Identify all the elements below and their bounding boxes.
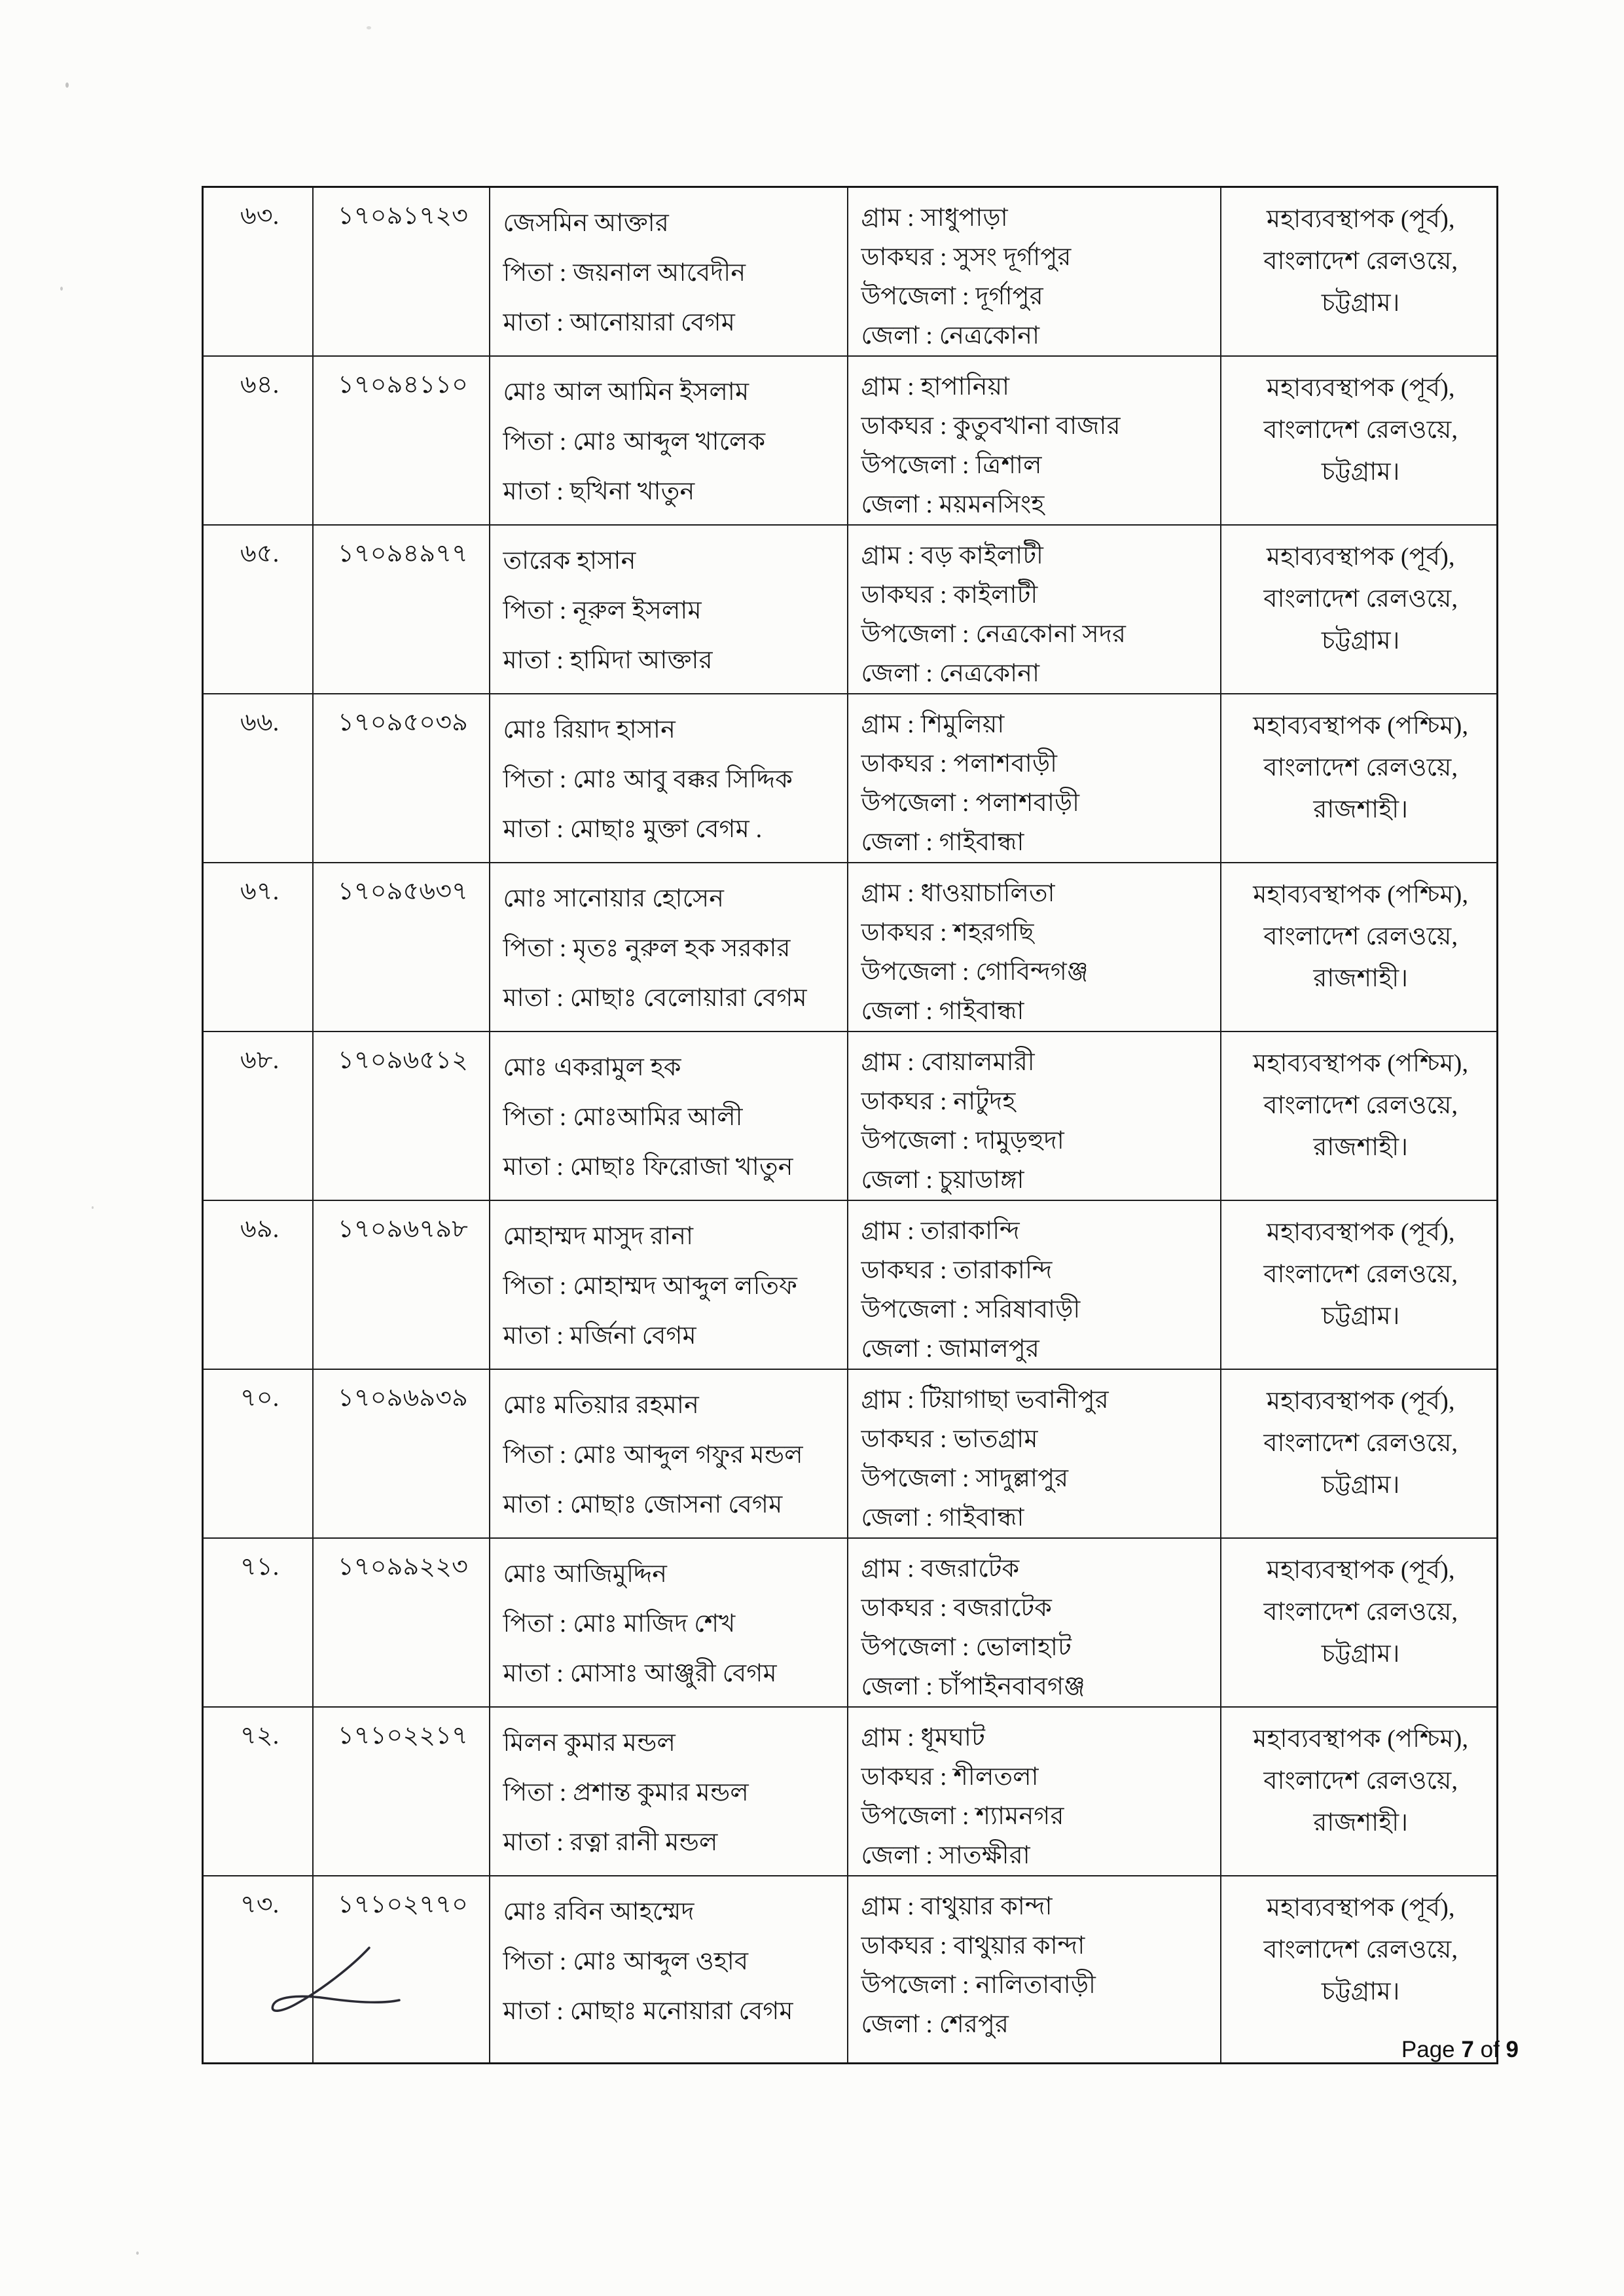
name-cell bbox=[490, 356, 848, 525]
father-name: পিতা : মোহাম্মদ আব্দুল লতিফ bbox=[503, 1272, 798, 1300]
roll-cell bbox=[313, 356, 490, 525]
serial-number: ৬৪. bbox=[240, 371, 280, 399]
roll-number: ১৭০৯৬৫১২ bbox=[337, 1047, 469, 1074]
father-name: পিতা : মোঃ আবু বক্কর সিদ্দিক bbox=[503, 766, 793, 793]
village-line: গ্রাম : হাপানিয়া bbox=[861, 373, 1010, 401]
posting-office-line: মহাব্যবস্থাপক (পূর্ব), bbox=[1266, 1388, 1455, 1415]
table-row bbox=[203, 356, 1498, 525]
mother-name: মাতা : হামিদা আক্তার bbox=[503, 647, 713, 674]
posting-cell bbox=[1221, 525, 1498, 694]
posting-railway-line: বাংলাদেশ রেলওয়ে, bbox=[1263, 1261, 1458, 1288]
address-cell bbox=[848, 1369, 1221, 1538]
village-line: গ্রাম : তারাকান্দি bbox=[861, 1217, 1020, 1245]
father-name: পিতা : মোঃ আব্দুল ওহাব bbox=[503, 1948, 749, 1975]
posting-cell bbox=[1221, 1707, 1498, 1876]
posting-city-line: রাজশাহী। bbox=[1313, 796, 1409, 823]
village-line: গ্রাম : বড় কাইলাটী bbox=[861, 542, 1044, 569]
posting-cell bbox=[1221, 1031, 1498, 1200]
posting-office-line: মহাব্যবস্থাপক (পশ্চিম), bbox=[1253, 881, 1469, 908]
upazila-line: উপজেলা : সাদুল্লাপুর bbox=[861, 1465, 1069, 1492]
candidate-name: জেসমিন আক্তার bbox=[503, 209, 669, 237]
posting-cell bbox=[1221, 1369, 1498, 1538]
district-line: জেলা : গাইবান্ধা bbox=[861, 1504, 1024, 1532]
upazila-line: উপজেলা : ত্রিশাল bbox=[861, 452, 1042, 479]
serial-number: ৬৮. bbox=[240, 1047, 280, 1074]
village-line: গ্রাম : বজরাটেক bbox=[861, 1555, 1020, 1583]
father-name: পিতা : প্রশান্ত কুমার মন্ডল bbox=[503, 1779, 749, 1806]
father-name: পিতা : মৃতঃ নুরুল হক সরকার bbox=[503, 935, 791, 962]
candidate-name: মোঃ একরামুল হক bbox=[503, 1054, 681, 1081]
candidate-name: মোঃ রবিন আহম্মেদ bbox=[503, 1898, 695, 1926]
serial-number: ৭২. bbox=[240, 1722, 280, 1749]
roll-cell bbox=[313, 863, 490, 1031]
posting-cell bbox=[1221, 863, 1498, 1031]
mother-name: মাতা : রত্না রানী মন্ডল bbox=[503, 1829, 718, 1856]
post-office-line: ডাকঘর : শহরগছি bbox=[861, 919, 1034, 946]
upazila-line: উপজেলা : ভোলাহাট bbox=[861, 1634, 1072, 1661]
address-cell bbox=[848, 525, 1221, 694]
district-line: জেলা : গাইবান্ধা bbox=[861, 997, 1024, 1025]
posting-city-line: রাজশাহী। bbox=[1313, 1809, 1409, 1837]
posting-cell bbox=[1221, 1538, 1498, 1707]
serial-number: ৬৩. bbox=[240, 202, 280, 230]
scan-speck bbox=[92, 1206, 94, 1209]
candidate-table bbox=[202, 186, 1498, 2064]
serial-cell bbox=[203, 1200, 313, 1369]
candidate-name: মোঃ সানোয়ার হোসেন bbox=[503, 885, 725, 912]
upazila-line: উপজেলা : নেত্রকোনা সদর bbox=[861, 620, 1127, 648]
posting-city-line: চট্টগ্রাম। bbox=[1321, 289, 1400, 317]
candidate-name: মোঃ রিয়াদ হাসান bbox=[503, 716, 676, 744]
village-line: গ্রাম : ধাওয়াচালিতা bbox=[861, 880, 1055, 907]
serial-number: ৭৩. bbox=[240, 1891, 280, 1918]
serial-cell bbox=[203, 1707, 313, 1876]
roll-number: ১৭০৯৪১১০ bbox=[337, 371, 468, 399]
candidate-name: তারেক হাসান bbox=[503, 547, 636, 575]
posting-office-line: মহাব্যবস্থাপক (পূর্ব), bbox=[1266, 374, 1455, 402]
village-line: গ্রাম : ধূমঘাট bbox=[861, 1724, 986, 1751]
serial-number: ৬৯. bbox=[240, 1215, 280, 1243]
roll-number: ১৭০৯৬৭৯৮ bbox=[337, 1215, 469, 1243]
posting-cell bbox=[1221, 1200, 1498, 1369]
scan-speck bbox=[367, 26, 371, 29]
table-row bbox=[203, 1707, 1498, 1876]
table-row bbox=[203, 694, 1498, 863]
table-row bbox=[203, 1538, 1498, 1707]
posting-office-line: মহাব্যবস্থাপক (পশ্চিম), bbox=[1253, 712, 1469, 740]
table-row bbox=[203, 1200, 1498, 1369]
address-cell bbox=[848, 1538, 1221, 1707]
district-line: জেলা : নেত্রকোনা bbox=[861, 322, 1040, 350]
mother-name: মাতা : ছখিনা খাতুন bbox=[503, 478, 695, 505]
roll-cell bbox=[313, 1200, 490, 1369]
address-cell bbox=[848, 863, 1221, 1031]
post-office-line: ডাকঘর : কুতুবখানা বাজার bbox=[861, 412, 1121, 440]
mother-name: মাতা : মোছাঃ মুক্তা বেগম . bbox=[503, 816, 763, 843]
father-name: পিতা : মোঃ মাজিদ শেখ bbox=[503, 1610, 736, 1638]
district-line: জেলা : গাইবান্ধা bbox=[861, 829, 1024, 856]
posting-office-line: মহাব্যবস্থাপক (পশ্চিম), bbox=[1253, 1050, 1469, 1077]
roll-cell bbox=[313, 1031, 490, 1200]
posting-cell bbox=[1221, 1876, 1498, 2063]
mother-name: মাতা : মোছাঃ বেলোয়ারা বেগম bbox=[503, 984, 807, 1012]
table-row bbox=[203, 1369, 1498, 1538]
table-row bbox=[203, 1031, 1498, 1200]
village-line: গ্রাম : বাথুয়ার কান্দা bbox=[861, 1893, 1053, 1920]
posting-railway-line: বাংলাদেশ রেলওয়ে, bbox=[1263, 1767, 1458, 1795]
name-cell bbox=[490, 525, 848, 694]
serial-number: ৭০. bbox=[240, 1384, 280, 1412]
district-line: জেলা : সাতক্ষীরা bbox=[861, 1842, 1030, 1869]
posting-city-line: রাজশাহী। bbox=[1313, 965, 1409, 992]
upazila-line: উপজেলা : শ্যামনগর bbox=[861, 1803, 1064, 1830]
address-cell bbox=[848, 1200, 1221, 1369]
village-line: গ্রাম : সাধুপাড়া bbox=[861, 204, 1008, 232]
district-line: জেলা : ময়মনসিংহ bbox=[861, 491, 1045, 518]
upazila-line: উপজেলা : দূর্গাপুর bbox=[861, 283, 1043, 310]
posting-cell bbox=[1221, 356, 1498, 525]
address-cell bbox=[848, 1876, 1221, 2063]
posting-railway-line: বাংলাদেশ রেলওয়ে, bbox=[1263, 416, 1458, 444]
address-cell bbox=[848, 694, 1221, 863]
serial-number: ৬৬. bbox=[240, 709, 280, 736]
address-cell bbox=[848, 187, 1221, 357]
posting-office-line: মহাব্যবস্থাপক (পূর্ব), bbox=[1266, 543, 1455, 571]
candidate-name: মোঃ মতিয়ার রহমান bbox=[503, 1391, 699, 1419]
footer-total-pages: 9 bbox=[1506, 2037, 1519, 2062]
roll-cell bbox=[313, 187, 490, 357]
village-line: গ্রাম : টিয়াগাছা ভবানীপুর bbox=[861, 1386, 1109, 1414]
posting-office-line: মহাব্যবস্থাপক (পূর্ব), bbox=[1266, 206, 1455, 233]
roll-number: ১৭১০২২১৭ bbox=[337, 1722, 469, 1749]
posting-office-line: মহাব্যবস্থাপক (পূর্ব), bbox=[1266, 1219, 1455, 1246]
posting-railway-line: বাংলাদেশ রেলওয়ে, bbox=[1263, 247, 1458, 275]
posting-office-line: মহাব্যবস্থাপক (পশ্চিম), bbox=[1253, 1725, 1469, 1753]
name-cell bbox=[490, 1707, 848, 1876]
village-line: গ্রাম : শিমুলিয়া bbox=[861, 711, 1005, 738]
serial-cell bbox=[203, 1538, 313, 1707]
posting-railway-line: বাংলাদেশ রেলওয়ে, bbox=[1263, 923, 1458, 950]
mother-name: মাতা : মোছাঃ ফিরোজা খাতুন bbox=[503, 1153, 793, 1181]
name-cell bbox=[490, 1031, 848, 1200]
district-line: জেলা : শেরপুর bbox=[861, 2011, 1009, 2038]
roll-number: ১৭১০২৭৭০ bbox=[337, 1891, 469, 1918]
scan-speck bbox=[65, 82, 69, 88]
posting-cell bbox=[1221, 694, 1498, 863]
table-row bbox=[203, 525, 1498, 694]
serial-number: ৬৭. bbox=[240, 878, 280, 905]
serial-number: ৬৫. bbox=[240, 540, 280, 567]
post-office-line: ডাকঘর : কাইলাটী bbox=[861, 581, 1038, 609]
footer-page-number: 7 bbox=[1461, 2037, 1474, 2062]
mother-name: মাতা : মর্জিনা বেগম bbox=[503, 1322, 696, 1350]
posting-office-line: মহাব্যবস্থাপক (পূর্ব), bbox=[1266, 1894, 1455, 1922]
district-line: জেলা : জামালপুর bbox=[861, 1335, 1039, 1363]
page-footer bbox=[1244, 2037, 1519, 2063]
roll-cell bbox=[313, 694, 490, 863]
table-row bbox=[203, 187, 1498, 357]
posting-cell bbox=[1221, 187, 1498, 357]
name-cell bbox=[490, 1200, 848, 1369]
name-cell bbox=[490, 694, 848, 863]
serial-cell bbox=[203, 694, 313, 863]
district-line: জেলা : চাঁপাইনবাবগঞ্জ bbox=[861, 1673, 1085, 1700]
district-line: জেলা : নেত্রকোনা bbox=[861, 660, 1040, 687]
candidate-name: মোঃ আজিমুদ্দিন bbox=[503, 1560, 668, 1588]
footer-of-label: of bbox=[1480, 2037, 1500, 2062]
address-cell bbox=[848, 1707, 1221, 1876]
mother-name: মাতা : মোসাঃ আঞ্জুরী বেগম bbox=[503, 1660, 777, 1687]
father-name: পিতা : মোঃ আব্দুল গফুর মন্ডল bbox=[503, 1441, 803, 1469]
post-office-line: ডাকঘর : বাথুয়ার কান্দা bbox=[861, 1932, 1085, 1960]
roll-number: ১৭০৯৪৯৭৭ bbox=[337, 540, 469, 567]
post-office-line: ডাকঘর : পলাশবাড়ী bbox=[861, 750, 1058, 778]
mother-name: মাতা : মোছাঃ মনোয়ারা বেগম bbox=[503, 1998, 793, 2025]
village-line: গ্রাম : বোয়ালমারী bbox=[861, 1049, 1035, 1076]
posting-city-line: চট্টগ্রাম। bbox=[1321, 627, 1400, 655]
roll-number: ১৭০৯৬৯৩৯ bbox=[337, 1384, 469, 1412]
handwritten-signature bbox=[257, 1943, 407, 2024]
scan-speck bbox=[136, 2251, 139, 2255]
name-cell bbox=[490, 187, 848, 357]
district-line: জেলা : চুয়াডাঙ্গা bbox=[861, 1166, 1024, 1194]
upazila-line: উপজেলা : নালিতাবাড়ী bbox=[861, 1971, 1096, 1999]
serial-number: ৭১. bbox=[240, 1553, 280, 1581]
serial-cell bbox=[203, 1031, 313, 1200]
upazila-line: উপজেলা : গোবিন্দগঞ্জ bbox=[861, 958, 1089, 986]
scan-speck bbox=[60, 287, 63, 291]
father-name: পিতা : মোঃ আব্দুল খালেক bbox=[503, 428, 766, 456]
posting-city-line: চট্টগ্রাম। bbox=[1321, 1302, 1400, 1330]
posting-railway-line: বাংলাদেশ রেলওয়ে, bbox=[1263, 585, 1458, 613]
upazila-line: উপজেলা : দামুড়হুদা bbox=[861, 1127, 1064, 1155]
posting-railway-line: বাংলাদেশ রেলওয়ে, bbox=[1263, 1092, 1458, 1119]
name-cell bbox=[490, 863, 848, 1031]
roll-number: ১৭০৯৫৬৩৭ bbox=[337, 878, 469, 905]
address-cell bbox=[848, 1031, 1221, 1200]
posting-railway-line: বাংলাদেশ রেলওয়ে, bbox=[1263, 1598, 1458, 1626]
father-name: পিতা : নূরুল ইসলাম bbox=[503, 597, 702, 624]
posting-city-line: রাজশাহী। bbox=[1313, 1134, 1409, 1161]
roll-cell bbox=[313, 1707, 490, 1876]
serial-cell bbox=[203, 1369, 313, 1538]
table-row bbox=[203, 863, 1498, 1031]
serial-cell bbox=[203, 525, 313, 694]
posting-city-line: চট্টগ্রাম। bbox=[1321, 1640, 1400, 1668]
roll-number: ১৭০৯৯২২৩ bbox=[337, 1553, 469, 1581]
roll-cell bbox=[313, 525, 490, 694]
footer-page-label: Page bbox=[1401, 2037, 1455, 2062]
name-cell bbox=[490, 1538, 848, 1707]
serial-cell bbox=[203, 356, 313, 525]
posting-office-line: মহাব্যবস্থাপক (পূর্ব), bbox=[1266, 1556, 1455, 1584]
posting-railway-line: বাংলাদেশ রেলওয়ে, bbox=[1263, 1429, 1458, 1457]
posting-city-line: চট্টগ্রাম। bbox=[1321, 1471, 1400, 1499]
serial-cell bbox=[203, 863, 313, 1031]
candidate-name: মোহাম্মদ মাসুদ রানা bbox=[503, 1223, 694, 1250]
father-name: পিতা : মোঃআমির আলী bbox=[503, 1103, 743, 1131]
roll-cell bbox=[313, 1369, 490, 1538]
posting-city-line: চট্টগ্রাম। bbox=[1321, 458, 1400, 486]
post-office-line: ডাকঘর : ভাতগ্রাম bbox=[861, 1426, 1038, 1453]
posting-railway-line: বাংলাদেশ রেলওয়ে, bbox=[1263, 754, 1458, 781]
candidate-name: মিলন কুমার মন্ডল bbox=[503, 1729, 676, 1757]
roll-number: ১৭০৯৫০৩৯ bbox=[337, 709, 469, 736]
serial-cell bbox=[203, 187, 313, 357]
mother-name: মাতা : মোছাঃ জোসনা বেগম bbox=[503, 1491, 783, 1518]
upazila-line: উপজেলা : পলাশবাড়ী bbox=[861, 789, 1080, 817]
roll-number: ১৭০৯১৭২৩ bbox=[337, 202, 469, 230]
name-cell bbox=[490, 1876, 848, 2063]
post-office-line: ডাকঘর : নাটুদহ bbox=[861, 1088, 1016, 1115]
post-office-line: ডাকঘর : তারাকান্দি bbox=[861, 1257, 1053, 1284]
candidate-name: মোঃ আল আমিন ইসলাম bbox=[503, 378, 749, 406]
roll-cell bbox=[313, 1538, 490, 1707]
address-cell bbox=[848, 356, 1221, 525]
mother-name: মাতা : আনোয়ারা বেগম bbox=[503, 309, 736, 336]
posting-railway-line: বাংলাদেশ রেলওয়ে, bbox=[1263, 1936, 1458, 1964]
post-office-line: ডাকঘর : শীলতলা bbox=[861, 1763, 1039, 1791]
name-cell bbox=[490, 1369, 848, 1538]
post-office-line: ডাকঘর : বজরাটেক bbox=[861, 1594, 1053, 1622]
posting-city-line: চট্টগ্রাম। bbox=[1321, 1978, 1400, 2005]
post-office-line: ডাকঘর : সুসং দূর্গাপুর bbox=[861, 243, 1072, 271]
father-name: পিতা : জয়নাল আবেদীন bbox=[503, 259, 746, 287]
upazila-line: উপজেলা : সরিষাবাড়ী bbox=[861, 1296, 1081, 1323]
